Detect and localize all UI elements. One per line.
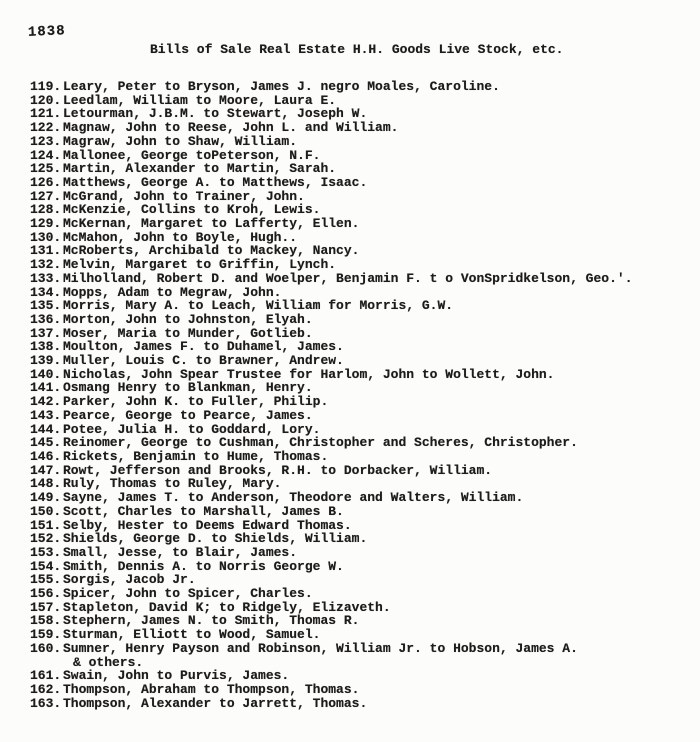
entry-text: Martin, Alexander to Martin, Sarah. <box>63 161 337 177</box>
list-item <box>30 532 694 546</box>
entry-number: 160. <box>30 640 62 656</box>
list-item <box>30 190 694 204</box>
entry-text: Matthews, George A. to Matthews, Isaac. <box>63 174 368 190</box>
list-item-continuation <box>30 656 694 670</box>
entry-number-blank <box>30 656 63 670</box>
list-item <box>30 587 694 601</box>
entry-number: 122. <box>30 120 62 136</box>
list-item <box>30 395 694 409</box>
entry-text: Shields, George D. to Shields, William. <box>63 531 368 547</box>
entry-number: 163. <box>30 695 62 711</box>
list-item <box>30 477 694 491</box>
entry-text: Ruly, Thomas to Ruley, Mary. <box>63 476 282 492</box>
list-item <box>30 340 694 354</box>
entry-number: 154. <box>30 558 62 574</box>
list-item <box>30 669 694 683</box>
entry-text: Selby, Hester to Deems Edward Thomas. <box>63 517 352 533</box>
entry-number: 119. <box>30 79 62 94</box>
entry-text: Sturman, Elliott to Wood, Samuel. <box>63 627 321 643</box>
list-item <box>30 258 694 272</box>
entry-number: 138. <box>30 339 62 355</box>
entry-text: McGrand, John to Trainer, John. <box>63 188 305 204</box>
entry-text: Potee, Julia H. to Goddard, Lory. <box>63 421 321 437</box>
entry-number: 153. <box>30 544 62 560</box>
list-item <box>30 354 694 368</box>
entry-text: Magnaw, John to Reese, John L. and William. <box>63 120 399 136</box>
entry-number: 129. <box>30 216 62 232</box>
entry-text: Milholland, Robert D. and Woelper, Benjamin F. t o VonSpridkelson, Geo.'. <box>63 270 633 286</box>
list-item <box>30 149 694 163</box>
entry-number: 120. <box>30 92 62 108</box>
entry-text: Leedlam, William to Moore, Laura E. <box>63 92 337 108</box>
entry-number: 156. <box>30 586 62 602</box>
entry-number: 148. <box>30 476 62 492</box>
entry-text: Magraw, John to Shaw, William. <box>63 133 298 149</box>
list-item <box>30 121 694 135</box>
entry-text: Small, Jesse, to Blair, James. <box>63 544 298 560</box>
entry-text: Sumner, Henry Payson and Robinson, William Jr. to Hobson, James A. <box>63 640 578 656</box>
entry-text: Parker, John K. to Fuller, Philip. <box>63 394 329 410</box>
list-item <box>30 80 694 94</box>
entry-number: 140. <box>30 366 62 382</box>
entry-number: 145. <box>30 435 62 451</box>
entry-text: Stapleton, David K; to Ridgely, Elizaveth. <box>63 599 391 615</box>
list-item <box>30 327 694 341</box>
entry-number: 151. <box>30 517 62 533</box>
entry-text: Rickets, Benjamin to Hume, Thomas. <box>63 448 329 464</box>
entry-number: 149. <box>30 490 62 506</box>
entry-number: 124. <box>30 147 62 163</box>
list-item <box>30 697 694 711</box>
entry-number: 161. <box>30 668 62 684</box>
entry-text: Stephern, James N. to Smith, Thomas R. <box>63 613 360 629</box>
list-item <box>30 505 694 519</box>
entry-text: Muller, Louis C. to Brawner, Andrew. <box>63 353 344 369</box>
entry-number: 146. <box>30 448 62 464</box>
list-item <box>30 231 694 245</box>
entry-number: 130. <box>30 229 62 245</box>
list-item <box>30 107 694 121</box>
list-item <box>30 491 694 505</box>
entry-text: Swain, John to Purvis, James. <box>63 668 290 684</box>
list-item <box>30 94 694 108</box>
entry-text: Rowt, Jefferson and Brooks, R.H. to Dorbacker, William. <box>63 462 493 478</box>
entry-text: Letourman, J.B.M. to Stewart, Joseph W. <box>63 106 368 122</box>
list-item <box>30 519 694 533</box>
page-title: Bills of Sale Real Estate H.H. Goods Live Stock, etc. <box>150 42 564 57</box>
entry-text: Morris, Mary A. to Leach, William for Morris, G.W. <box>63 298 454 314</box>
entry-number: 162. <box>30 681 62 697</box>
entry-text: Reinomer, George to Cushman, Christopher and Scheres, Christopher. <box>63 435 578 451</box>
entry-number: 133. <box>30 270 62 286</box>
entry-text: Sorgis, Jacob Jr. <box>63 572 196 588</box>
list-item <box>30 683 694 697</box>
entry-number: 143. <box>30 407 62 423</box>
entry-number: 126. <box>30 174 62 190</box>
entry-text: Mallonee, George toPeterson, N.F. <box>63 147 321 163</box>
entry-text: Pearce, George to Pearce, James. <box>63 407 313 423</box>
entry-text: McMahon, John to Boyle, Hugh.. <box>63 229 298 245</box>
entry-text: Nicholas, John Spear Trustee for Harlom, John to Wollett, John. <box>63 366 555 382</box>
entry-text: McKernan, Margaret to Lafferty, Ellen. <box>63 216 360 232</box>
entry-text: Mopps, Adam to Megraw, John. <box>63 284 282 300</box>
entry-list <box>30 80 694 710</box>
list-item <box>30 642 694 656</box>
entry-text: Leary, Peter to Bryson, James J. negro Moales, Caroline. <box>63 79 500 94</box>
list-item <box>30 464 694 478</box>
list-item <box>30 628 694 642</box>
entry-number: 155. <box>30 572 62 588</box>
entry-text: Melvin, Margaret to Griffin, Lynch. <box>63 257 337 273</box>
list-item <box>30 614 694 628</box>
entry-number: 135. <box>30 298 62 314</box>
entry-number: 150. <box>30 503 62 519</box>
list-item <box>30 162 694 176</box>
entry-number: 158. <box>30 613 62 629</box>
list-item <box>30 450 694 464</box>
entry-number: 142. <box>30 394 62 410</box>
list-item <box>30 286 694 300</box>
list-item <box>30 423 694 437</box>
entry-text: Osmang Henry to Blankman, Henry. <box>63 380 313 396</box>
entry-text: Moser, Maria to Munder, Gotlieb. <box>63 325 313 341</box>
entry-text: Moulton, James F. to Duhamel, James. <box>63 339 344 355</box>
list-item <box>30 203 694 217</box>
entry-text: Scott, Charles to Marshall, James B. <box>63 503 344 519</box>
entry-text-continuation: & others. <box>73 654 144 670</box>
entry-text: McRoberts, Archibald to Mackey, Nancy. <box>63 243 360 259</box>
entry-number: 147. <box>30 462 62 478</box>
list-item <box>30 381 694 395</box>
list-item <box>30 313 694 327</box>
entry-text: Thompson, Abraham to Thompson, Thomas. <box>63 681 360 697</box>
list-item <box>30 217 694 231</box>
list-item <box>30 409 694 423</box>
entry-text: Morton, John to Johnston, Elyah. <box>63 311 313 327</box>
entry-number: 157. <box>30 599 62 615</box>
list-item <box>30 135 694 149</box>
entry-text: McKenzie, Collins to Kroh, Lewis. <box>63 202 321 218</box>
entry-number: 144. <box>30 421 62 437</box>
entry-number: 139. <box>30 353 62 369</box>
entry-number: 134. <box>30 284 62 300</box>
list-item <box>30 546 694 560</box>
entry-text: Thompson, Alexander to Jarrett, Thomas. <box>63 695 368 711</box>
entry-text: Spicer, John to Spicer, Charles. <box>63 586 313 602</box>
entry-number: 131. <box>30 243 62 259</box>
list-item <box>30 601 694 615</box>
entry-text: Sayne, James T. to Anderson, Theodore and Walters, William. <box>63 490 524 506</box>
list-item <box>30 176 694 190</box>
entry-number: 159. <box>30 627 62 643</box>
entry-number: 128. <box>30 202 62 218</box>
entry-number: 121. <box>30 106 62 122</box>
list-item <box>30 272 694 286</box>
list-item <box>30 436 694 450</box>
entry-text: Smith, Dennis A. to Norris George W. <box>63 558 344 574</box>
list-item <box>30 368 694 382</box>
list-item <box>30 560 694 574</box>
entry-number: 125. <box>30 161 62 177</box>
entry-number: 141. <box>30 380 62 396</box>
entry-number: 127. <box>30 188 62 204</box>
page-number: 1838 <box>27 23 66 41</box>
list-item <box>30 299 694 313</box>
entry-number: 136. <box>30 311 62 327</box>
entry-number: 137. <box>30 325 62 341</box>
entry-number: 132. <box>30 257 62 273</box>
entry-number: 152. <box>30 531 62 547</box>
list-item <box>30 573 694 587</box>
list-item <box>30 244 694 258</box>
entry-number: 123. <box>30 133 62 149</box>
